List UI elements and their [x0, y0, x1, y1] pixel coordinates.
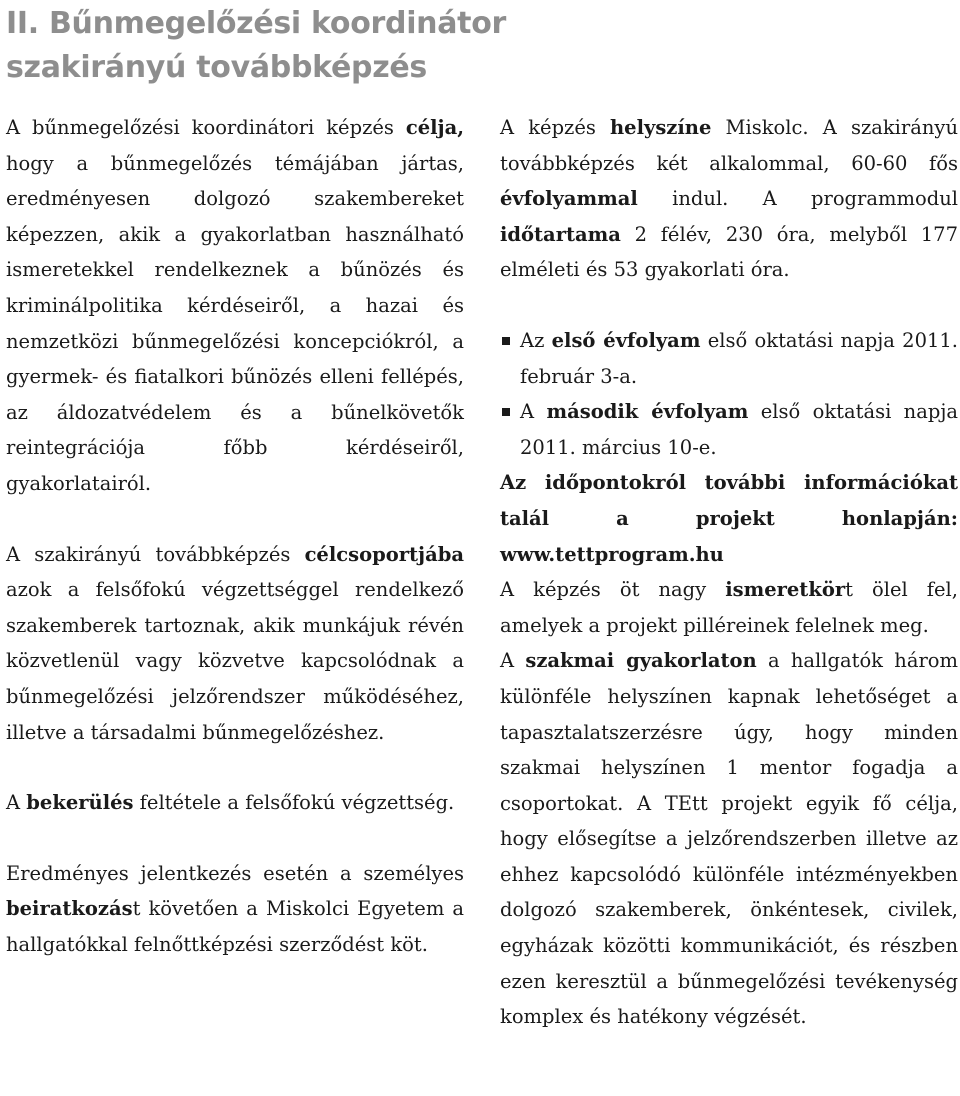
- practice-paragraph: [500, 643, 958, 1035]
- text-run: A: [520, 400, 547, 424]
- bold-run: célja,: [405, 116, 464, 139]
- text-run: első oktatási napja 2011. március 10-e.: [520, 400, 959, 459]
- knowledge-areas-paragraph: [500, 572, 958, 643]
- bold-run: időtartama: [500, 222, 621, 246]
- text-run: azok a felsőfokú végzettséggel rendelkező szakemberek tartoznak, akik munkájuk révén közvetlenül vagy közvetve kapcsolódnak a bűnmegelőzési jelzőrendszer működéséhez, illetve a társadalmi bűnmegelőzéshez.: [6, 578, 464, 744]
- text-run: t ölel fel, amelyek a projekt pilléreinek felelnek meg.: [500, 578, 958, 637]
- bold-run: évfolyammal: [500, 187, 638, 211]
- right-column: [500, 110, 958, 1035]
- text-run: Miskolc. A szakirányú továbbképzés két alkalommal, 60-60 fős: [500, 116, 959, 175]
- text-run: A bűnmegelőzési koordinátori képzés: [6, 116, 406, 139]
- text-run: feltétele a felsőfokú végzettség.: [133, 791, 455, 815]
- text-run: A: [500, 649, 526, 673]
- bold-run: szakmai gyakorlaton: [525, 649, 757, 673]
- location-paragraph: [500, 110, 958, 288]
- text-run: első oktatási napja 2011. február 3-a.: [520, 328, 958, 388]
- text-run: A: [6, 791, 27, 815]
- enrollment-paragraph: [6, 856, 464, 963]
- bold-run: célcsoportjába: [304, 542, 464, 566]
- bold-run: ismeretkör: [725, 578, 846, 602]
- text-run: Az: [520, 328, 552, 352]
- list-item: [500, 323, 958, 394]
- text-run: A szakirányú továbbképzés: [6, 542, 305, 566]
- admission-paragraph: [6, 785, 464, 821]
- text-run: hogy a bűnmegelőzés témájában jártas, eredményesen dolgozó szakembereket képezzen, akik a gyakorlatban használható ismeretekkel rendelkeznek a bűnözés és kriminálpolitika kérdéseiről, a hazai és nemzetközi bűnmegelőzési koncepciókról, a gyermek- és fiatalkori bűnözés elleni fellépés, az áldozatvédelem és a bűnelkövetők reintegrációja főbb kérdéseiről, gyakorlatairól.: [6, 151, 464, 495]
- text-run: A képzés öt nagy: [500, 578, 726, 602]
- bold-run: első évfolyam: [551, 328, 701, 352]
- text-run: t követően a Miskolci Egyetem a hallgatókkal felnőttképzési szerződést köt.: [6, 897, 464, 956]
- bullet-square-icon: [502, 408, 510, 416]
- title-line-2: szakirányú továbbképzés: [6, 50, 427, 85]
- bold-run: helyszíne: [610, 116, 712, 139]
- dates-list: [500, 323, 958, 465]
- text-run: Eredményes jelentkezés esetén a személyes: [6, 861, 464, 885]
- bullet-square-icon: [502, 337, 510, 345]
- list-item: [500, 394, 958, 465]
- bold-run: beiratkozás: [6, 897, 133, 921]
- bold-run: második évfolyam: [546, 400, 749, 424]
- more-info-paragraph: Az időpontokról további információkat talál a projekt honlapján: www.tettprogram.hu: [500, 471, 958, 566]
- target-group-paragraph: [6, 537, 464, 751]
- text-run: indul. A programmodul: [637, 187, 958, 211]
- left-column: [6, 110, 464, 962]
- title-line-1: II. Bűnmegelőzési koordinátor: [6, 6, 507, 41]
- text-run: a hallgatók három különféle helyszínen kapnak lehetőséget a tapasztalatszerzésre úgy, hogy minden szakmai helyszínen 1 mentor fogadja a csoportokat. A TEtt projekt egyik fő célja, hogy elősegítse a jelzőrendszerben illetve az ehhez kapcsolódó különféle intézményekben dolgozó szakemberek, önkéntesek, civilek, egyházak közötti kommunikációt, és részben ezen keresztül a bűnmegelőzési tevékenység komplex és hatékony végzését.: [500, 649, 958, 1029]
- text-run: A képzés: [500, 116, 610, 139]
- bold-run: bekerülés: [26, 791, 134, 815]
- section-title: [6, 2, 946, 90]
- goal-paragraph: [6, 110, 464, 502]
- text-run: 2 félév, 230 óra, melyből 177 elméleti és 53 gyakorlati óra.: [500, 222, 958, 282]
